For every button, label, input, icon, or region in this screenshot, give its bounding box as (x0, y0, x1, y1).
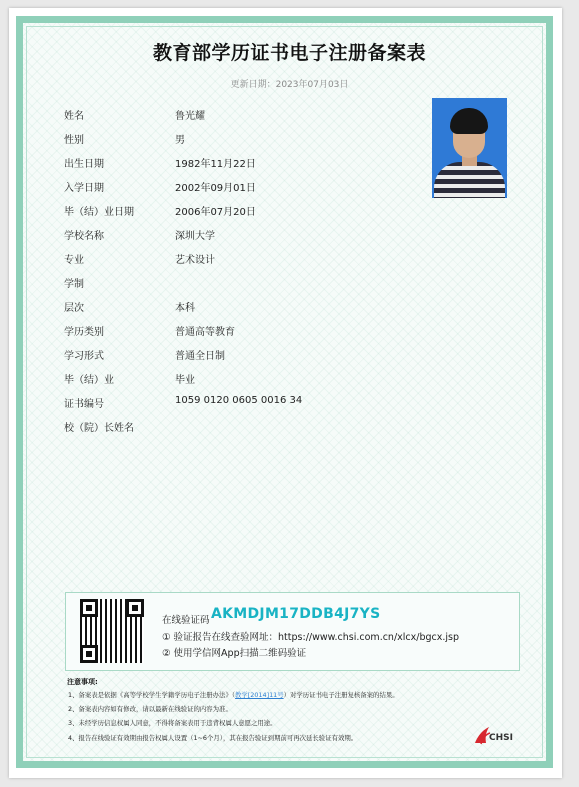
notes-title: 注意事项: (67, 678, 98, 686)
field-label: 入学日期 (64, 183, 104, 194)
field-label: 证书编号 (64, 399, 104, 410)
verification-code-label: 在线验证码 (162, 615, 210, 626)
field-value: 深圳大学 (175, 231, 215, 242)
field-label: 学习形式 (64, 351, 104, 362)
field-value: 艺术设计 (175, 255, 215, 266)
field-value: 普通高等教育 (175, 327, 235, 338)
field-value: 1059 0120 0605 0016 34 (175, 395, 303, 406)
chsi-logo-text: CHSI (489, 733, 513, 743)
field-value: 毕业 (175, 375, 195, 386)
field-value: 2002年09月01日 (175, 183, 256, 194)
verification-code: AKMDJM17DDB4J7YS (211, 606, 381, 622)
field-value: 普通全日制 (175, 351, 225, 362)
field-label: 层次 (64, 303, 84, 314)
field-value: 2006年07月20日 (175, 207, 256, 218)
field-value: 男 (175, 135, 185, 146)
field-label: 专业 (64, 255, 84, 266)
field-label: 学校名称 (64, 231, 104, 242)
update-date: 更新日期：2023年07月03日 (230, 80, 349, 90)
note-item-1: 1、备案表是依据《高等学校学生学籍学历电子注册办法》（教学[2014]11号）对学历证书电子注册复核备案的结果。 (68, 691, 399, 699)
regulation-link[interactable]: 教学[2014]11号 (235, 691, 284, 699)
field-label: 毕（结）业 (64, 375, 114, 386)
field-label: 校（院）长姓名 (64, 423, 134, 434)
qr-code[interactable] (80, 599, 144, 663)
field-value: 本科 (175, 303, 195, 314)
field-label: 学历类别 (64, 327, 104, 338)
student-photo (432, 98, 507, 198)
verification-app-line: ② 使用学信网App扫描二维码验证 (162, 648, 307, 659)
note-item-4: 4、报告在线验证有效期由报告权属人设置（1~6个月），其在报告验证到期前可再次延长验证有效期。 (68, 734, 358, 742)
field-value: 1982年11月22日 (175, 159, 256, 170)
field-label: 出生日期 (64, 159, 104, 170)
verification-box (65, 592, 520, 671)
verification-url-line[interactable]: ① 验证报告在线查验网址：https://www.chsi.com.cn/xlcx/bgcx.jsp (162, 632, 460, 643)
field-label: 姓名 (64, 111, 84, 122)
field-label: 性别 (64, 135, 84, 146)
field-label: 学制 (64, 279, 84, 290)
page-title: 教育部学历证书电子注册备案表 (152, 42, 426, 64)
note-item-2: 2、备案表内容如有修改，请以最新在线验证的内容为准。 (68, 705, 232, 713)
field-label: 毕（结）业日期 (64, 207, 134, 218)
field-value: 鲁光耀 (175, 111, 205, 122)
note-item-3: 3、未经学历信息权属人同意，不得将备案表用于违背权属人意愿之用途。 (68, 719, 277, 727)
